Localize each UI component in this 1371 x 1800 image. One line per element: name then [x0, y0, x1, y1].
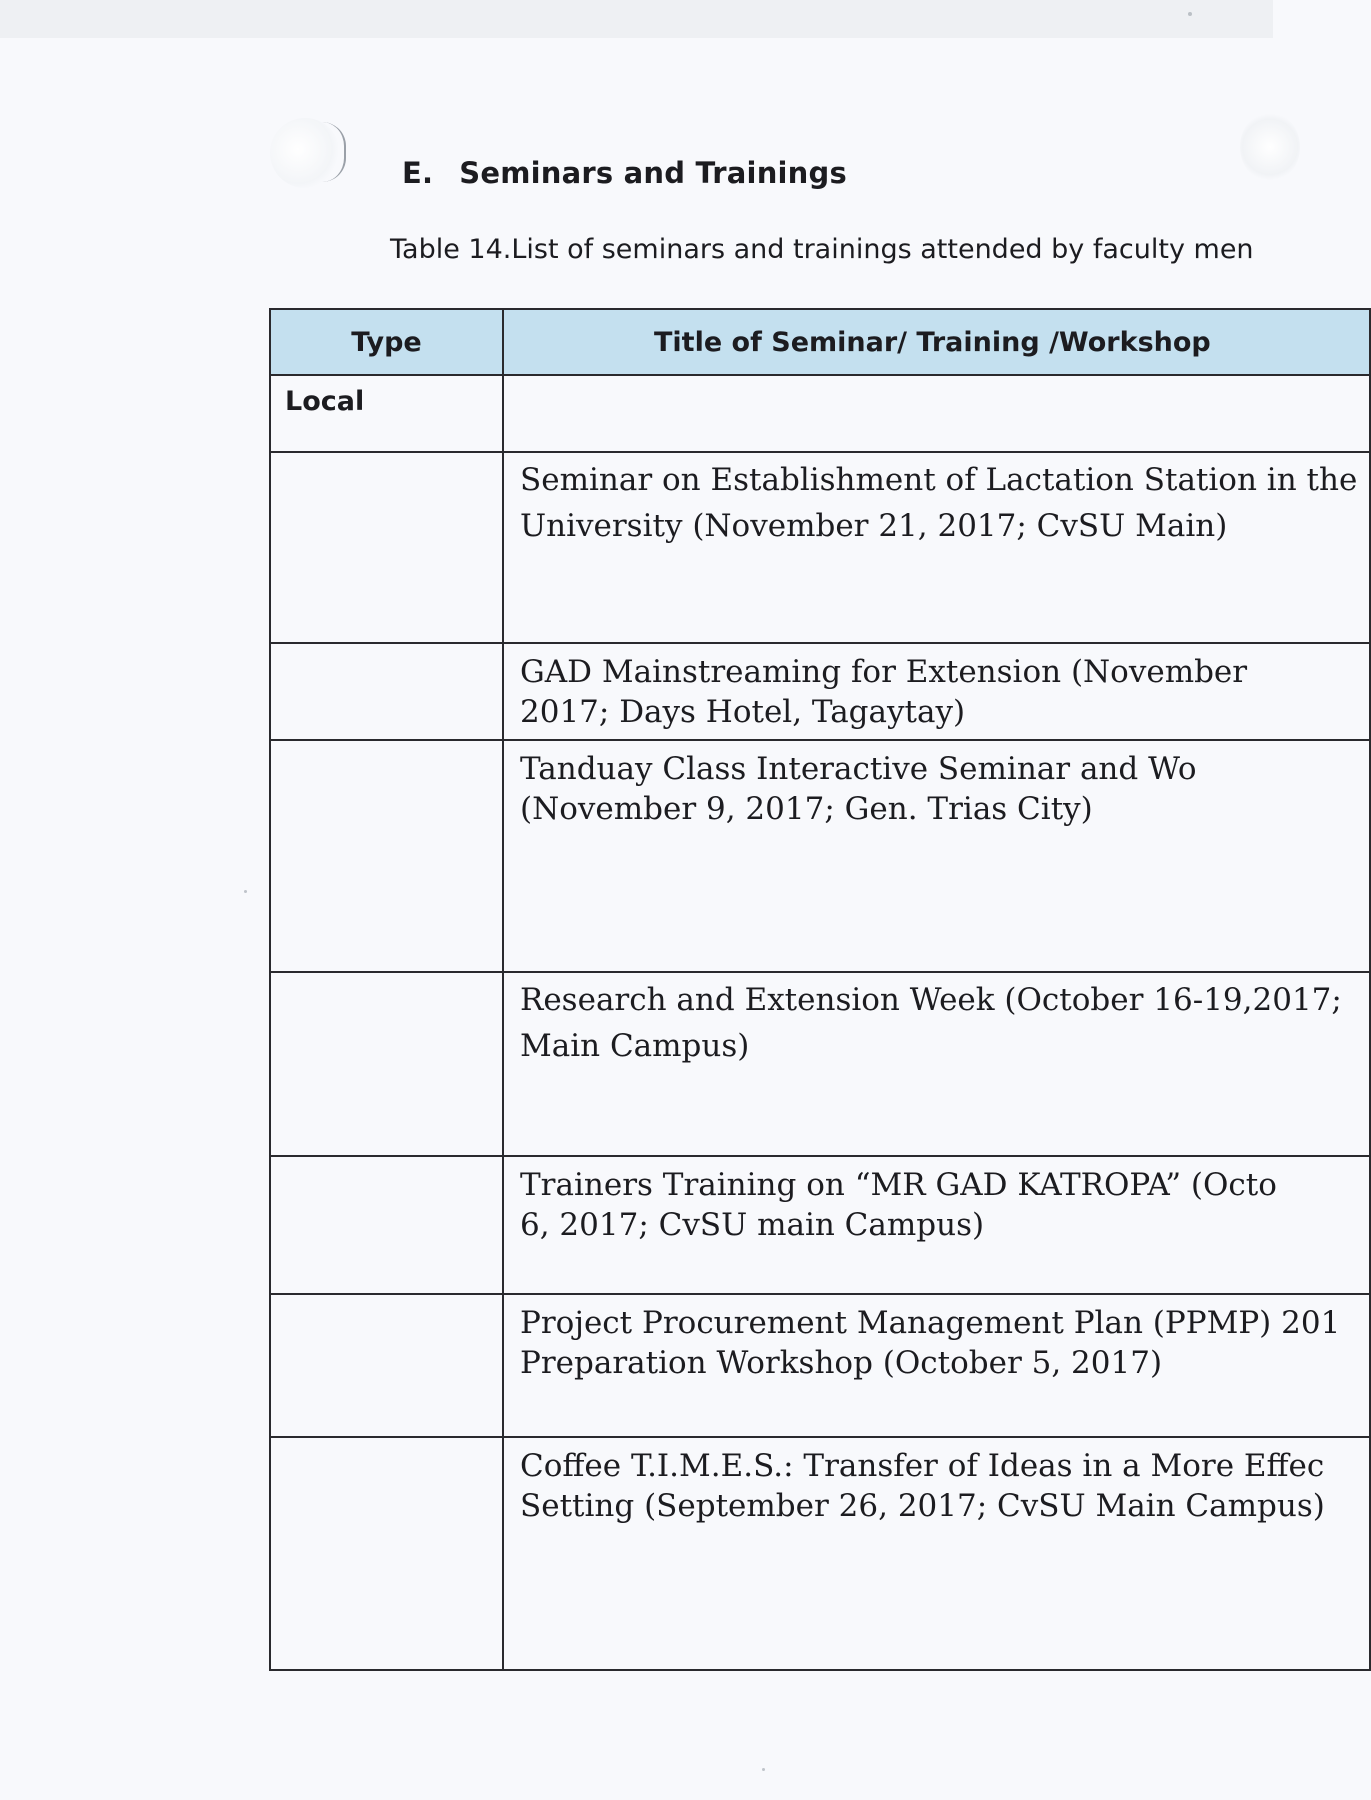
table-caption: Table 14.List of seminars and trainings attended by faculty men	[390, 234, 1254, 265]
table-cell-title	[503, 1437, 1370, 1670]
punch-hole-right	[1240, 112, 1300, 182]
seminar-title: Research and Extension Week (October 16-19,2017; Main Campus)	[520, 982, 1342, 1064]
table-cell-title	[503, 1156, 1370, 1294]
table-row	[270, 1294, 1370, 1437]
seminar-title: GAD Mainstreaming for Extension (November 2017; Days Hotel, Tagaytay)	[520, 654, 1248, 730]
table-row	[270, 1156, 1370, 1294]
table-cell-title	[503, 1294, 1370, 1437]
punch-hole-shadow	[322, 122, 346, 182]
section-title: Seminars and Trainings	[459, 156, 847, 190]
table-group-row	[270, 375, 1370, 452]
table-row	[270, 643, 1370, 740]
table-cell-title	[503, 452, 1370, 643]
seminar-title: Tanduay Class Interactive Seminar and Wo (November 9, 2017; Gen. Trias City)	[520, 751, 1197, 827]
table-cell-title	[503, 740, 1370, 972]
seminars-table	[269, 308, 1371, 1671]
seminar-title: Coffee T.I.M.E.S.: Transfer of Ideas in a More Effec Setting (September 26, 2017; CvSU Main Campus)	[520, 1448, 1325, 1524]
seminar-title: Trainers Training on “MR GAD KATROPA” (Octo 6, 2017; CvSU main Campus)	[520, 1167, 1277, 1243]
table-header-row	[270, 309, 1370, 375]
scan-top-edge	[0, 0, 1273, 38]
table-cell-type	[270, 1156, 503, 1294]
table-row	[270, 1437, 1370, 1670]
table-row	[270, 972, 1370, 1156]
table-cell-title	[503, 972, 1370, 1156]
scan-speck	[244, 890, 247, 893]
table-cell-type	[270, 452, 503, 643]
table-cell-type	[270, 1437, 503, 1670]
seminar-title: Seminar on Establishment of Lactation Station in the University (November 21, 2017; CvSU Main)	[520, 462, 1358, 544]
table-cell-title	[503, 643, 1370, 740]
seminar-title: Project Procurement Management Plan (PPMP) 201 Preparation Workshop (October 5, 2017)	[520, 1305, 1341, 1381]
table-cell-type	[270, 375, 503, 452]
table-row	[270, 452, 1370, 643]
table-cell-type	[270, 643, 503, 740]
scan-speck	[762, 1768, 765, 1771]
group-label-local: Local	[285, 386, 365, 417]
table-row	[270, 740, 1370, 972]
table-cell-type	[270, 972, 503, 1156]
table-cell-title	[503, 375, 1370, 452]
table-container	[269, 308, 1358, 1678]
section-heading	[402, 156, 847, 190]
section-letter: E.	[402, 156, 434, 190]
column-header-type: Type	[270, 309, 503, 375]
scan-speck	[1188, 12, 1192, 16]
table-cell-type	[270, 740, 503, 972]
table-cell-type	[270, 1294, 503, 1437]
column-header-title: Title of Seminar/ Training /Workshop	[503, 309, 1370, 375]
